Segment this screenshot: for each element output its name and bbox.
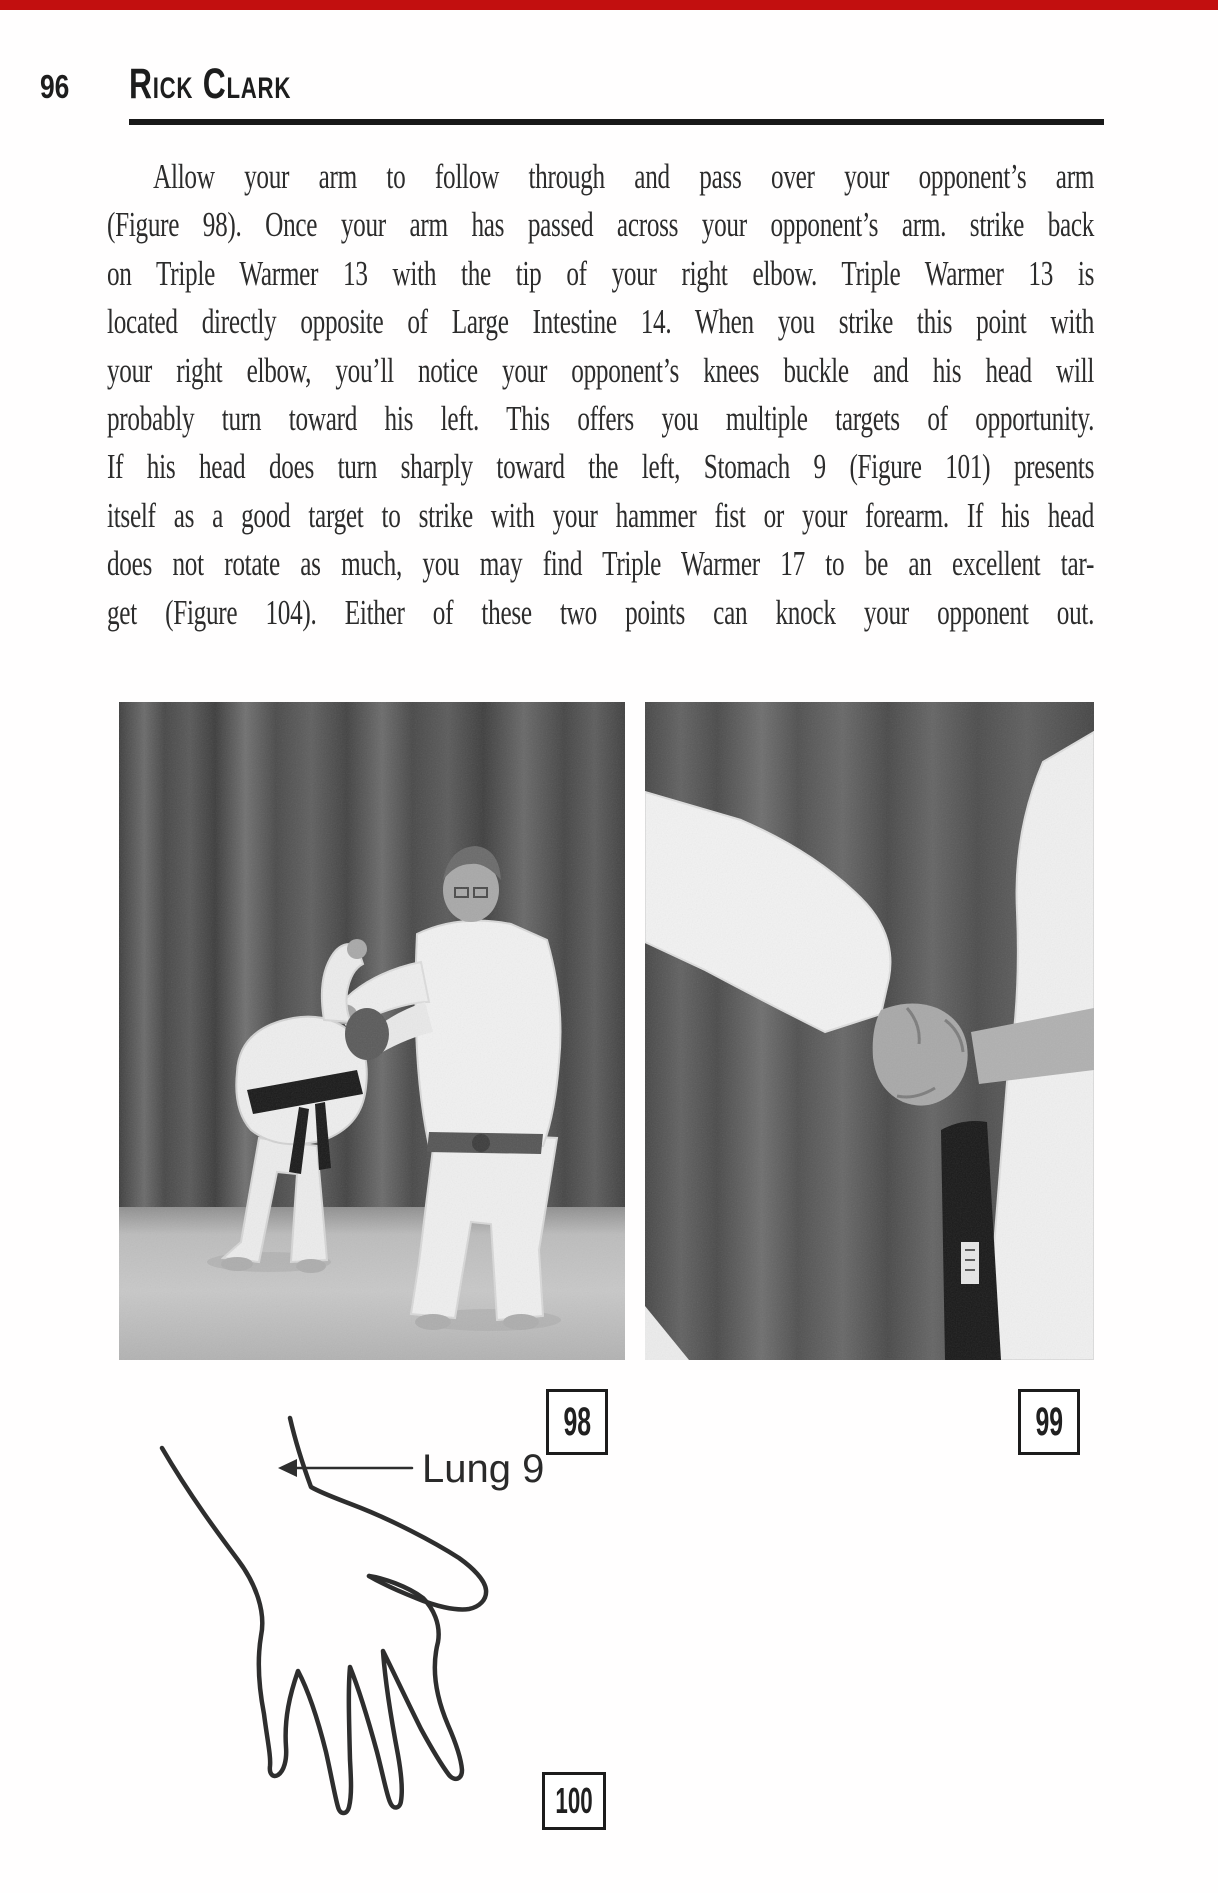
body-text-line: your right elbow, you’ll notice your opponent’s knees buckle and his head will [107,350,1095,390]
body-text-line: located directly opposite of Large Intestine 14. When you strike this point with [107,302,1095,342]
body-text-line: Allow your arm to follow through and pass over your opponent’s arm [153,157,1095,196]
photo-figure-98 [119,702,625,1360]
running-header-text: Rick Clark [129,60,292,108]
lung9-annotation-label: Lung 9 [422,1447,545,1491]
header-rule [129,119,1104,125]
body-paragraph [107,153,1094,637]
body-text-line: does not rotate as much, you may find Triple Warmer 17 to be an excellent tar- [107,544,1095,584]
photo-figure-99 [645,702,1094,1360]
body-text-line: get (Figure 104). Either of these two points can knock your opponent out. [107,592,1095,632]
hand-diagram [120,1408,620,1888]
photo-98-scene [119,702,625,1360]
figure-number-text: 99 [1035,1399,1063,1444]
figure-number-box-99 [1018,1389,1080,1455]
body-text-line: on Triple Warmer 13 with the tip of your right elbow. Triple Warmer 13 is [107,253,1095,293]
page-number-text: 96 [40,68,70,105]
figure-number-text: 98 [563,1399,591,1444]
body-text-line: (Figure 98). Once your arm has passed across your opponent’s arm. strike back [107,205,1095,245]
body-text-line: If his head does turn sharply toward the left, Stomach 9 (Figure 101) presents [107,447,1095,487]
arrow-left-icon [278,1459,297,1477]
hand-outline-fingers [162,1448,462,1813]
body-text-line: itself as a good target to strike with your hammer fist or your forearm. If his head [107,495,1095,535]
hand-diagram-svg [120,1408,620,1888]
photo-99-scene [645,702,1094,1360]
top-accent-bar [0,0,1218,10]
running-header [129,60,348,109]
body-text-line: probably turn toward his left. This offers you multiple targets of opportunity. [107,399,1095,439]
figure-number-text: 100 [555,1780,593,1821]
page-number [40,68,77,106]
